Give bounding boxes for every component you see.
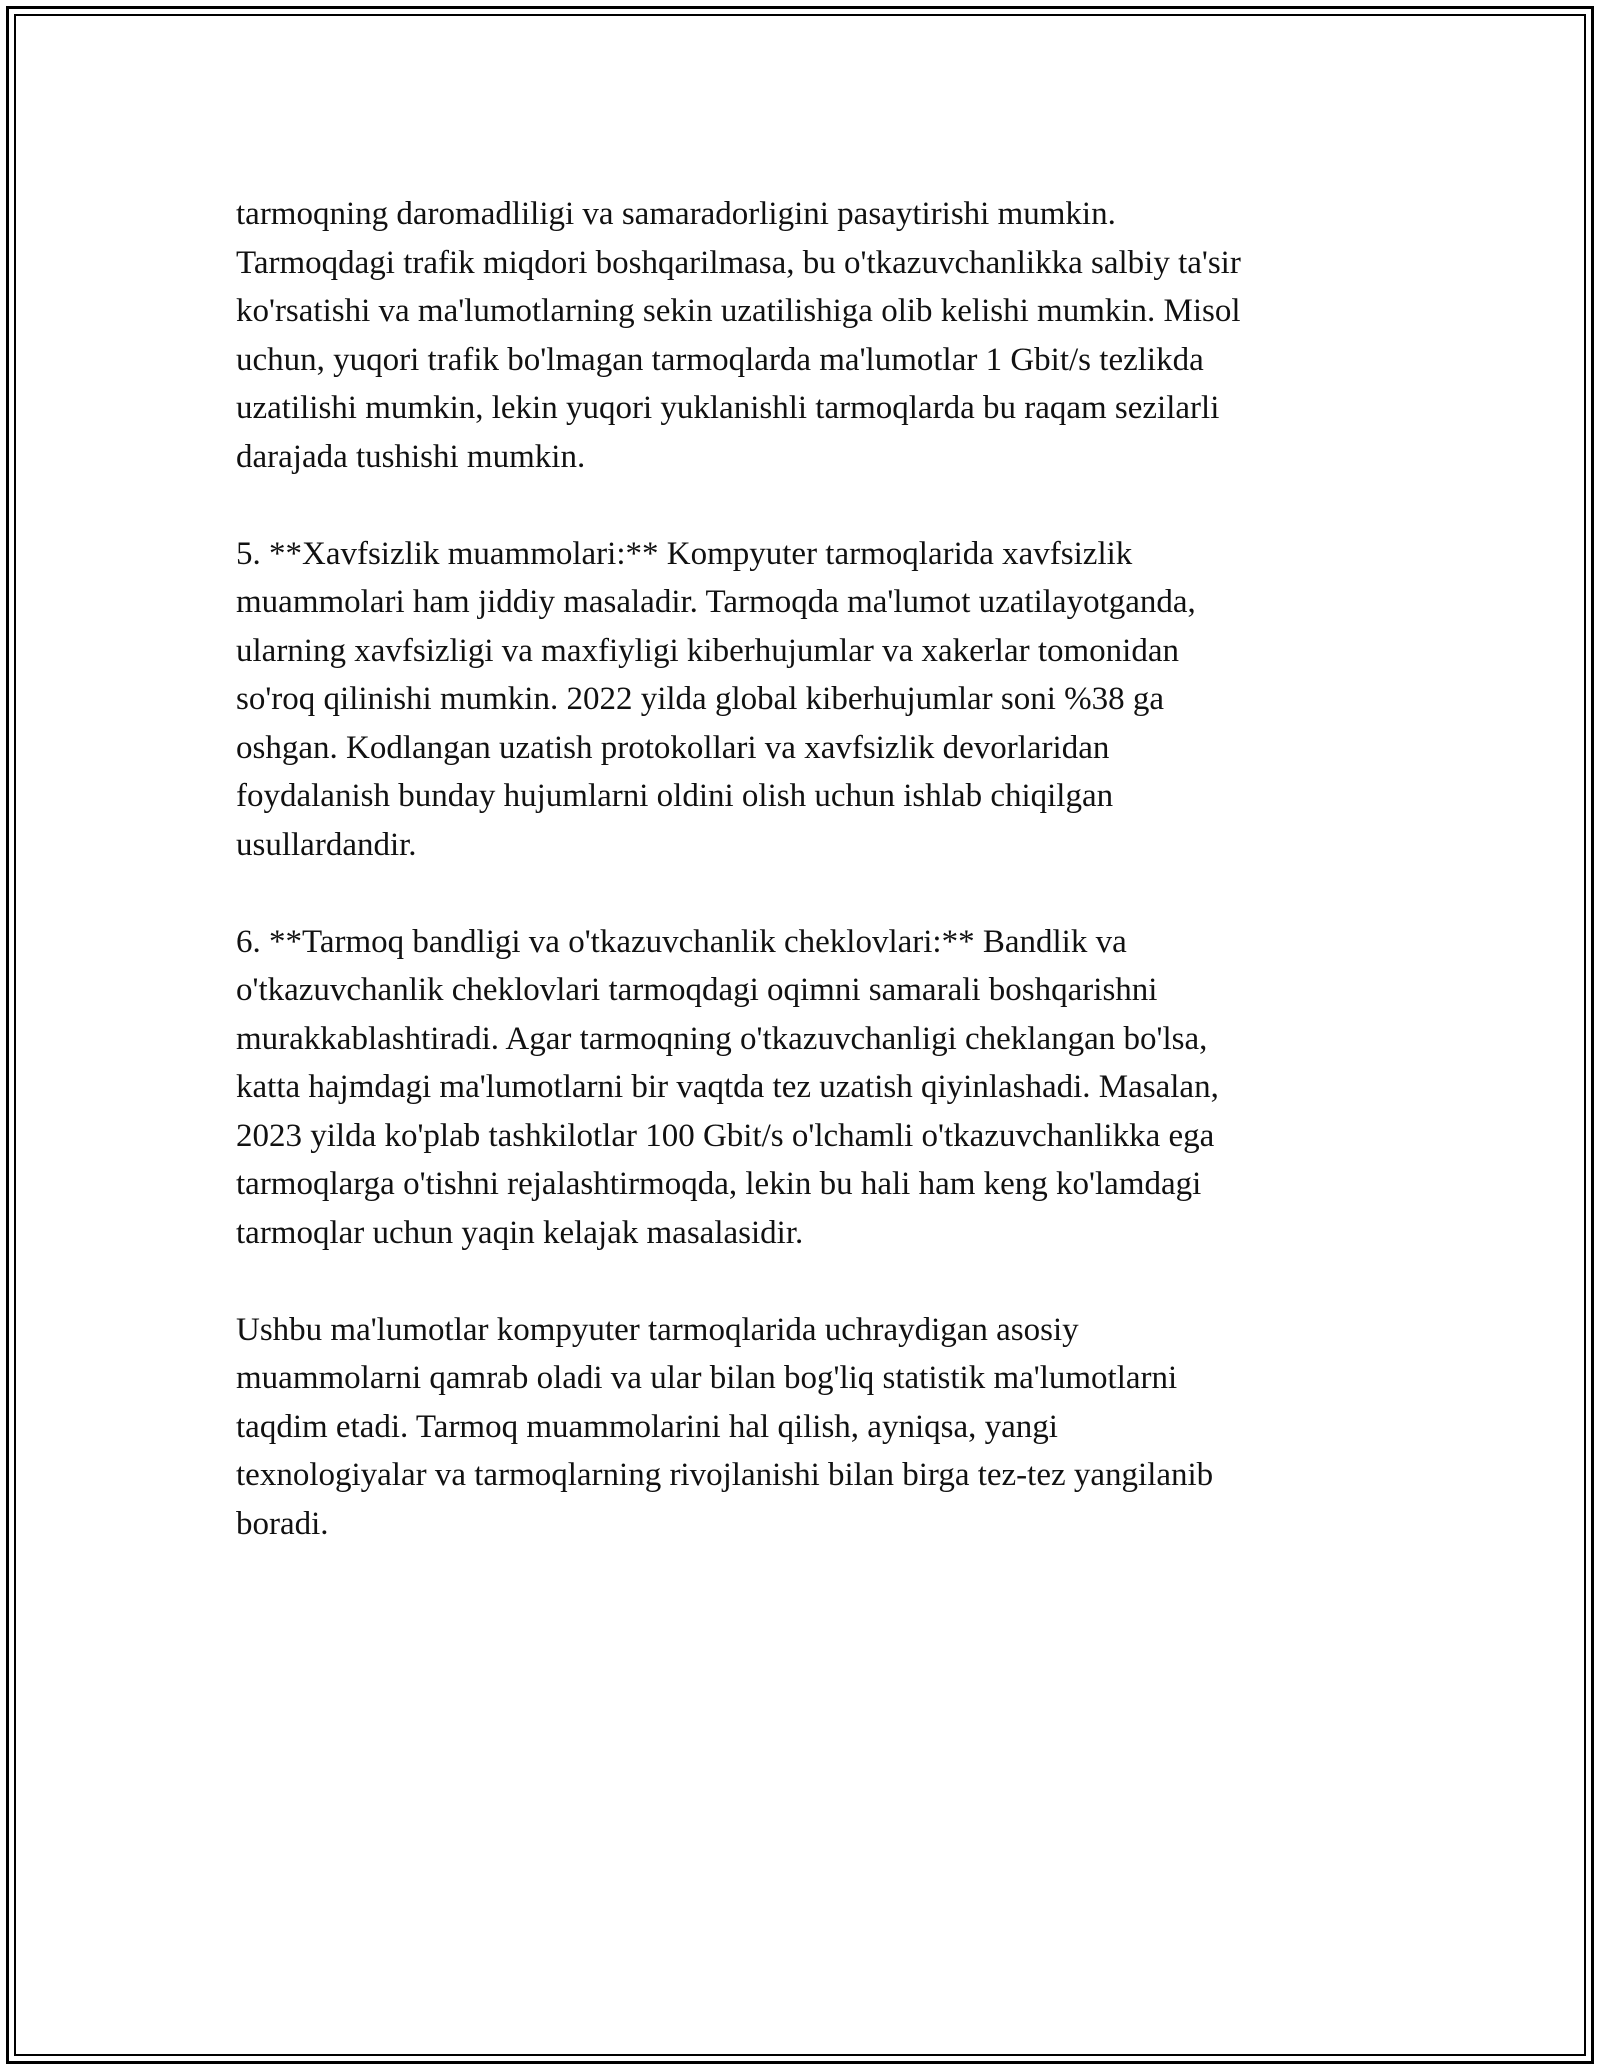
text-line: oshgan. Kodlangan uzatish protokollari va xavfsizlik devorlaridan [236, 729, 1110, 766]
text-line: darajada tushishi mumkin. [236, 438, 586, 475]
text-line: 2023 yilda ko'plab tashkilotlar 100 Gbit/s o'lchamli o'tkazuvchanlikka ega [236, 1117, 1215, 1154]
text-line: taqdim etadi. Tarmoq muammolarini hal qilish, ayniqsa, yangi [236, 1408, 1058, 1445]
text-line: Tarmoqdagi trafik miqdori boshqarilmasa, bu o'tkazuvchanlikka salbiy ta'sir [236, 244, 1241, 281]
text-line: 5. **Xavfsizlik muammolari:** Kompyuter tarmoqlarida xavfsizlik [236, 535, 1133, 572]
text-line: uzatilishi mumkin, lekin yuqori yuklanishli tarmoqlarda bu raqam sezilarli [236, 390, 1220, 426]
text-line: tarmoqlarga o'tishni rejalashtirmoqda, lekin bu hali ham keng ko'lamdagi [236, 1166, 1202, 1202]
text-line: tarmoqning daromadliligi va samaradorligini pasaytirishi mumkin. [236, 196, 1116, 232]
text-line: ko'rsatishi va ma'lumotlarning sekin uzatilishiga olib kelishi mumkin. Misol [236, 293, 1241, 329]
text-line: usullardandir. [236, 826, 417, 863]
text-line: so'roq qilinishi mumkin. 2022 yilda global kiberhujumlar soni %38 ga [236, 681, 1165, 717]
paragraph-security-issues [236, 530, 1376, 870]
text-line: muammolari ham jiddiy masaladir. Tarmoqda ma'lumot uzatilayotganda, [236, 584, 1196, 620]
text-line: texnologiyalar va tarmoqlarning rivojlanishi bilan birga tez-tez yangilanib [236, 1457, 1214, 1493]
text-line: muammolarni qamrab oladi va ular bilan bog'liq statistik ma'lumotlarni [236, 1360, 1178, 1396]
text-line: boradi. [236, 1505, 329, 1542]
text-line: 6. **Tarmoq bandligi va o'tkazuvchanlik cheklovlari:** Bandlik va [236, 923, 1127, 960]
paragraph-traffic-continuation [236, 190, 1376, 481]
document-body [236, 190, 1376, 1597]
paragraph-conclusion [236, 1306, 1376, 1549]
text-line: ularning xavfsizligi va maxfiyligi kiberhujumlar va xakerlar tomonidan [236, 632, 1179, 669]
text-line: murakkablashtiradi. Agar tarmoqning o'tkazuvchanligi cheklangan bo'lsa, [236, 1020, 1208, 1057]
paragraph-bandwidth-limits [236, 918, 1376, 1258]
text-line: foydalanish bunday hujumlarni oldini olish uchun ishlab chiqilgan [236, 778, 1114, 814]
text-line: Ushbu ma'lumotlar kompyuter tarmoqlarida uchraydigan asosiy [236, 1311, 1079, 1348]
text-line: uchun, yuqori trafik bo'lmagan tarmoqlarda ma'lumotlar 1 Gbit/s tezlikda [236, 341, 1204, 378]
text-line: tarmoqlar uchun yaqin kelajak masalasidir. [236, 1214, 804, 1251]
text-line: katta hajmdagi ma'lumotlarni bir vaqtda tez uzatish qiyinlashadi. Masalan, [236, 1069, 1219, 1105]
text-line: o'tkazuvchanlik cheklovlari tarmoqdagi oqimni samarali boshqarishni [236, 972, 1158, 1008]
